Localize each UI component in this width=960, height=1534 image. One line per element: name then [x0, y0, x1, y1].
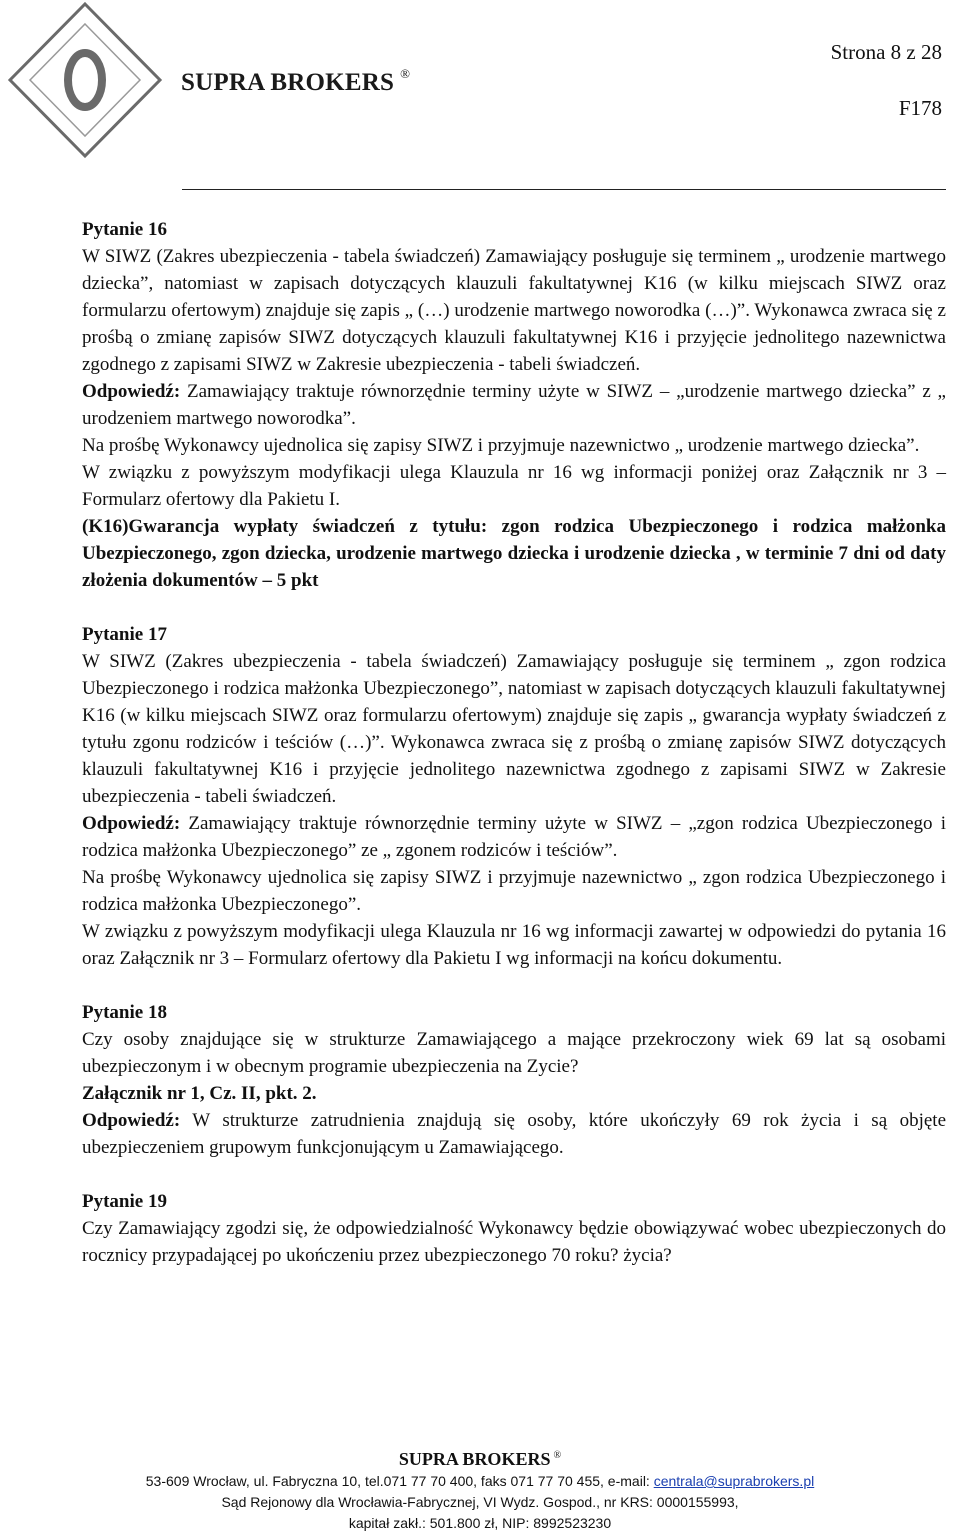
footer-email-link[interactable]: centrala@suprabrokers.pl [653, 1473, 815, 1489]
question-18-body: Czy osoby znajdujące się w strukturze Zamawiającego a mające przekroczony wiek 69 lat są osobami ubezpieczonym i w obecnym programie ubezpieczenia na Zycie? [82, 1029, 946, 1077]
document-code: F178 [898, 96, 942, 120]
answer-label: Odpowiedź: [82, 813, 181, 834]
question-17-title: Pytanie 17 [82, 624, 167, 645]
header-brand [181, 66, 410, 97]
answer-text: Zamawiający traktuje równorzędnie terminy użyte w SIWZ – „urodzenie martwego dziecka” z „ urodzeniem martwego noworodka”. [82, 381, 946, 429]
registered-mark: ® [400, 66, 411, 81]
document-body [82, 216, 946, 1269]
header-brand-name: SUPRA BROKERS [181, 69, 395, 96]
registered-mark: ® [553, 1450, 562, 1461]
question-17-body: W SIWZ (Zakres ubezpieczenia - tabela świadczeń) Zamawiający posługuje się terminem „ zgon rodzica Ubezpieczonego i rodzica małżonka Ubezpieczonego”, natomiast w zapisach dotyczących klauzuli fakultatywnej K16 (w kilku miejscach SIWZ oraz formularzu ofertowym) znajduje się zapis „ gwarancja wypłaty świadczeń z tytułu zgonu rodziców i teściów (…)”. Wykonawca zwraca się z prośbą o zmianę zapisów SIWZ dotyczących klauzuli fakultatywnej K16 i przyjęcie jednolitego nazewnictwa zgodnego z zapisami SIWZ w Zakresie ubezpieczenia - tabeli świadczeń. [82, 651, 946, 807]
spacer [82, 1161, 946, 1188]
question-17-paragraph-2: Na prośbę Wykonawcy ujednolica się zapisy SIWZ i przyjmuje nazewnictwo „ zgon rodzica Ubezpieczonego i rodzica małżonka Ubezpieczonego”. [82, 867, 946, 915]
footer-brand-name: SUPRA BROKERS [398, 1449, 551, 1469]
answer-label: Odpowiedź: [82, 381, 181, 402]
footer-court-registry: Sąd Rejonowy dla Wrocławia-Fabrycznej, VI Wydz. Gospod., nr KRS: 0000155993, [221, 1494, 739, 1510]
question-18-answer [82, 1107, 946, 1161]
footer-address-text: 53-609 Wrocław, ul. Fabryczna 10, tel.071 77 70 400, faks 071 77 70 455, e-mail: [145, 1473, 654, 1489]
question-16-title: Pytanie 16 [82, 219, 167, 240]
question-16-paragraph-3: W związku z powyższym modyfikacji ulega Klauzula nr 16 wg informacji poniżej oraz Załącznik nr 3 – Formularz ofertowy dla Pakietu I. [82, 462, 946, 510]
question-17-answer [82, 810, 946, 864]
page-footer [0, 1444, 960, 1534]
footer-brand [0, 1444, 960, 1471]
answer-label: Odpowiedź: [82, 1110, 181, 1131]
header-divider [182, 189, 946, 190]
answer-text: Zamawiający traktuje równorzędnie terminy użyte w SIWZ – „zgon rodzica Ubezpieczonego i rodzica małżonka Ubezpieczonego” ze „ zgonem rodziców i teściów”. [82, 813, 946, 861]
question-16-paragraph-2: Na prośbę Wykonawcy ujednolica się zapisy SIWZ i przyjmuje nazewnictwo „ urodzenie martwego dziecka”. [82, 435, 920, 456]
question-19-title: Pytanie 19 [82, 1191, 167, 1212]
clause-k16: (K16)Gwarancja wypłaty świadczeń z tytułu: zgon rodzica Ubezpieczonego i rodzica małżonka Ubezpieczonego, zgon dziecka, urodzenie martwego dziecka i urodzenie dziecka , w terminie 7 dni od daty złożenia dokumentów – 5 pkt [82, 516, 946, 591]
answer-text: W strukturze zatrudnienia znajdują się osoby, które ukończyły 69 rok życia i są objęte ubezpieczeniem grupowym funkcjonującym u Zamawiającego. [82, 1110, 946, 1158]
question-17-paragraph-3: W związku z powyższym modyfikacji ulega Klauzula nr 16 wg informacji zawartej w odpowiedzi do pytania 16 oraz Załącznik nr 3 – Formularz ofertowy dla Pakietu I wg informacji na końcu dokumentu. [82, 921, 946, 969]
footer-address [0, 1471, 960, 1492]
spacer [82, 972, 946, 999]
footer-capital: kapitał zakł.: 501.800 zł, NIP: 8992523230 [348, 1515, 612, 1531]
question-18-title: Pytanie 18 [82, 1002, 167, 1023]
question-19-body: Czy Zamawiający zgodzi się, że odpowiedzialność Wykonawcy będzie obowiązywać wobec ubezpieczonych do rocznicy przypadającej po ukończeniu przez ubezpieczonego 70 roku? życia? [82, 1218, 946, 1266]
question-16-body: W SIWZ (Zakres ubezpieczenia - tabela świadczeń) Zamawiający posługuje się terminem „ urodzenie martwego dziecka”, natomiast w zapisach dotyczących klauzuli fakultatywnej K16 (w kilku miejscach SIWZ oraz formularzu ofertowym) znajduje się zapis „ (…) urodzenie martwego noworodka (…)”. Wykonawca zwraca się z prośbą o zmianę zapisów SIWZ dotyczących klauzuli fakultatywnej K16 i przyjęcie jednolitego nazewnictwa zgodnego z zapisami SIWZ w Zakresie ubezpieczenia - tabeli świadczeń. [82, 246, 946, 375]
page-number: Strona 8 z 28 [830, 40, 942, 64]
question-18-reference: Załącznik nr 1, Cz. II, pkt. 2. [82, 1083, 317, 1104]
spacer [82, 594, 946, 621]
question-16-answer [82, 378, 946, 432]
supra-brokers-logo [0, 0, 170, 160]
